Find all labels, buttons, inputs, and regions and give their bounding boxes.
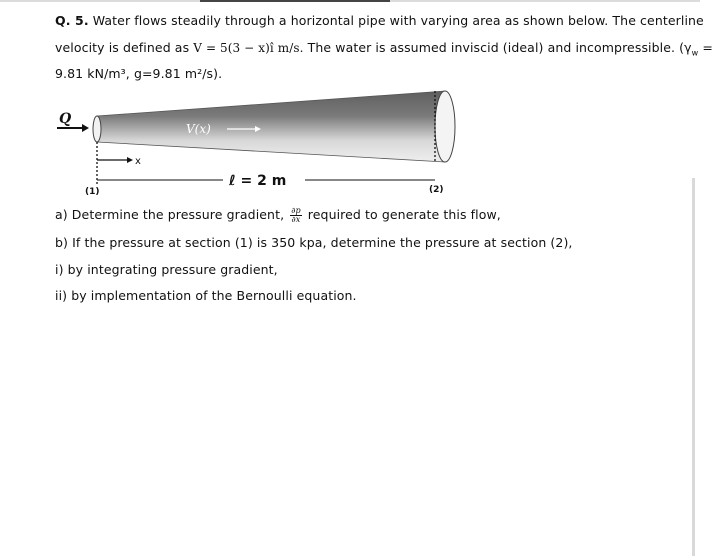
part-i xyxy=(55,262,278,278)
gamma-subscript: w xyxy=(691,48,699,58)
question-text-1: Water flows steadily through a horizontal pipe with varying area as shown below. The centerline xyxy=(92,13,704,28)
fraction-numerator: ∂p xyxy=(291,206,301,215)
question-text-2b: The water is assumed inviscid (ideal) and incompressible. (γ xyxy=(307,40,692,55)
part-a-text-pre: a) Determine the pressure gradient, xyxy=(55,207,285,222)
part-i-text: i) by integrating pressure gradient, xyxy=(55,262,278,277)
part-b-text: b) If the pressure at section (1) is 350 kpa, determine the pressure at section (2), xyxy=(55,235,573,250)
pipe-outlet xyxy=(435,91,455,162)
question-line-3 xyxy=(55,66,222,82)
part-ii xyxy=(55,288,357,304)
section-1-label: (1) xyxy=(85,187,100,197)
velocity-label: V(x) xyxy=(186,122,211,136)
question-text-2c: = xyxy=(698,40,713,55)
top-border-accent xyxy=(200,0,390,2)
x-axis-label: x xyxy=(135,156,141,167)
pipe-body xyxy=(97,91,445,162)
scrollbar[interactable] xyxy=(692,178,695,556)
pipe-figure xyxy=(55,88,455,198)
question-text-3: 9.81 kN/m³, g=9.81 m²/s). xyxy=(55,66,223,81)
part-ii-text: ii) by implementation of the Bernoulli equation. xyxy=(55,288,357,303)
length-label: ℓ = 2 m xyxy=(229,173,287,189)
fraction-denominator: ∂x xyxy=(291,215,301,224)
flow-label: Q xyxy=(59,111,72,127)
part-b xyxy=(55,235,573,251)
question-text-2a: velocity is defined as xyxy=(55,40,190,55)
question-line-1 xyxy=(55,13,704,29)
x-axis-arrowhead-icon xyxy=(127,157,133,163)
question-line-2 xyxy=(55,40,713,62)
flow-arrowhead-icon xyxy=(82,124,89,132)
question-label: Q. 5. xyxy=(55,13,89,28)
velocity-equation: V = 5(3 − x)î m/s. xyxy=(193,41,304,55)
part-a xyxy=(55,207,501,224)
part-a-text-post: required to generate this flow, xyxy=(307,207,501,222)
section-2-label: (2) xyxy=(429,185,444,195)
pipe-inlet xyxy=(93,116,101,142)
pressure-gradient-fraction xyxy=(290,207,301,224)
